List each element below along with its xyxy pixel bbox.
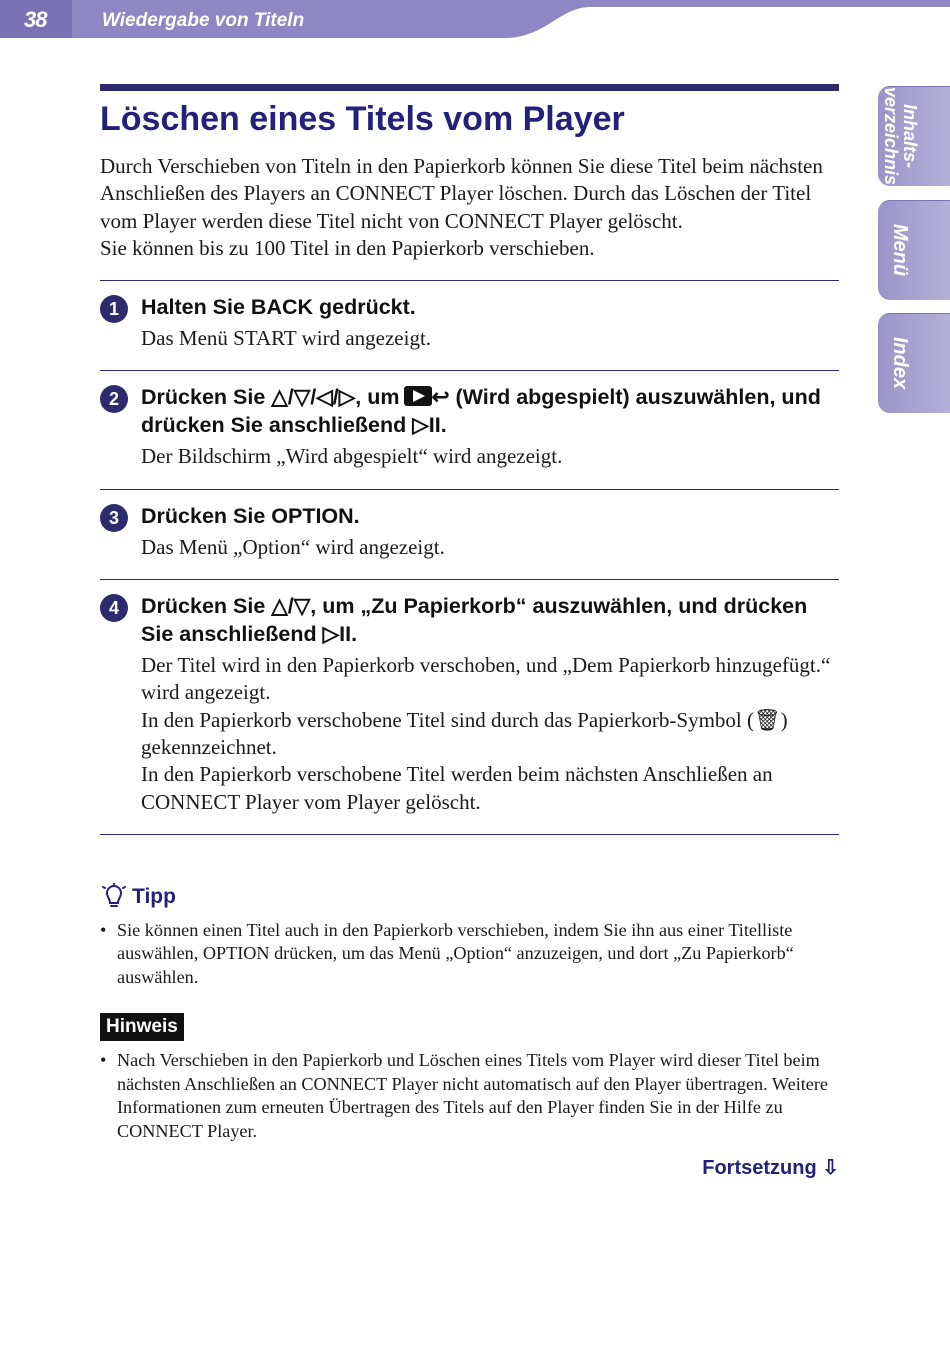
page-number: 38 <box>24 7 47 32</box>
tip-section <box>100 883 839 990</box>
step-heading: Drücken Sie OPTION. <box>141 503 360 528</box>
step-text: In den Papierkorb verschobene Titel werden beim nächsten Anschließen an CONNECT Player vom Player gelöscht. <box>141 762 773 814</box>
tab-inhaltsverzeichnis[interactable] <box>878 86 950 186</box>
tab-label: Menü <box>889 223 911 277</box>
step-number: 2 <box>100 385 128 413</box>
step-body <box>141 652 839 816</box>
step-2 <box>100 371 839 488</box>
step-3 <box>100 490 839 579</box>
tip-text: Sie können einen Titel auch in den Papierkorb verschieben, indem Sie ihn aus einer Titelliste auswählen, OPTION drücken, um das Menü „Option“ anzuzeigen, und dort „Zu Papierkorb“ auswählen. <box>117 919 794 987</box>
step-1 <box>100 281 839 370</box>
step-body <box>141 325 839 352</box>
step-heading-part: Drücken Sie △/▽/◁/▷, um <box>141 385 400 410</box>
tab-label: Index <box>889 336 911 390</box>
bullet-icon: • <box>100 919 107 940</box>
step-4 <box>100 580 839 834</box>
now-playing-icon <box>404 386 432 406</box>
tab-menue[interactable] <box>878 200 950 300</box>
lightbulb-icon <box>100 883 128 911</box>
step-number: 3 <box>100 504 128 532</box>
page-title: Löschen eines Titels vom Player <box>100 100 625 138</box>
section-title: Wiedergabe von Titeln <box>102 10 305 31</box>
note-item <box>100 1049 839 1143</box>
continuation-link[interactable]: Fortsetzung ⇩ <box>702 1157 839 1180</box>
intro-paragraph: Durch Verschieben von Titeln in den Papierkorb können Sie diese Titel beim nächsten Anschließen des Players an CONNECT Player löschen. Durch das Löschen der Titel vom Player werden diese Titel nicht von CONNECT Player gelöscht. <box>100 154 823 233</box>
intro-text <box>100 153 839 262</box>
step-heading-part: ↩ (Wird abgespielt) auszuwählen, und drücken Sie anschließend ▷II. <box>141 385 821 438</box>
step-heading <box>141 383 839 439</box>
tip-label: Tipp <box>132 884 176 908</box>
step-text: Der Bildschirm „Wird abgespielt“ wird angezeigt. <box>141 444 563 469</box>
title-bar <box>100 84 839 91</box>
tab-index[interactable] <box>878 313 950 413</box>
step-number: 4 <box>100 594 128 622</box>
step-heading: Halten Sie BACK gedrückt. <box>141 295 416 320</box>
bullet-icon: • <box>100 1050 107 1071</box>
step-heading: Drücken Sie △/▽, um „Zu Papierkorb“ auszuwählen, und drücken Sie anschließend ▷II. <box>141 594 808 647</box>
step-text: Das Menü „Option“ wird angezeigt. <box>141 534 445 559</box>
tip-item <box>100 919 839 990</box>
step-text: In den Papierkorb verschobene Titel sind durch das Papierkorb-Symbol (🗑) gekennzeichnet. <box>141 707 788 759</box>
step-text: Der Titel wird in den Papierkorb verschoben, und „Dem Papierkorb hinzugefügt.“ wird angezeigt. <box>141 653 831 705</box>
page-header <box>0 0 950 42</box>
note-badge: Hinweis <box>100 1013 184 1041</box>
step-number: 1 <box>100 295 128 323</box>
tip-heading <box>100 883 839 911</box>
intro-paragraph: Sie können bis zu 100 Titel in den Papierkorb verschieben. <box>100 235 595 260</box>
tab-label: Inhalts- verzeichnis <box>881 86 920 186</box>
divider <box>100 834 839 835</box>
note-text: Nach Verschieben in den Papierkorb und Löschen eines Titels vom Player wird dieser Titel beim nächsten Anschließen an CONNECT Player nicht automatisch auf den Player übertragen. Weitere Informationen zum erneuten Übertragen des Titels auf den Player finden Sie in der Hilfe zu CONNECT Player. <box>117 1050 828 1141</box>
main-content <box>100 84 839 1180</box>
step-body <box>141 443 839 470</box>
step-text: Das Menü START wird angezeigt. <box>141 326 432 351</box>
step-body <box>141 534 839 561</box>
